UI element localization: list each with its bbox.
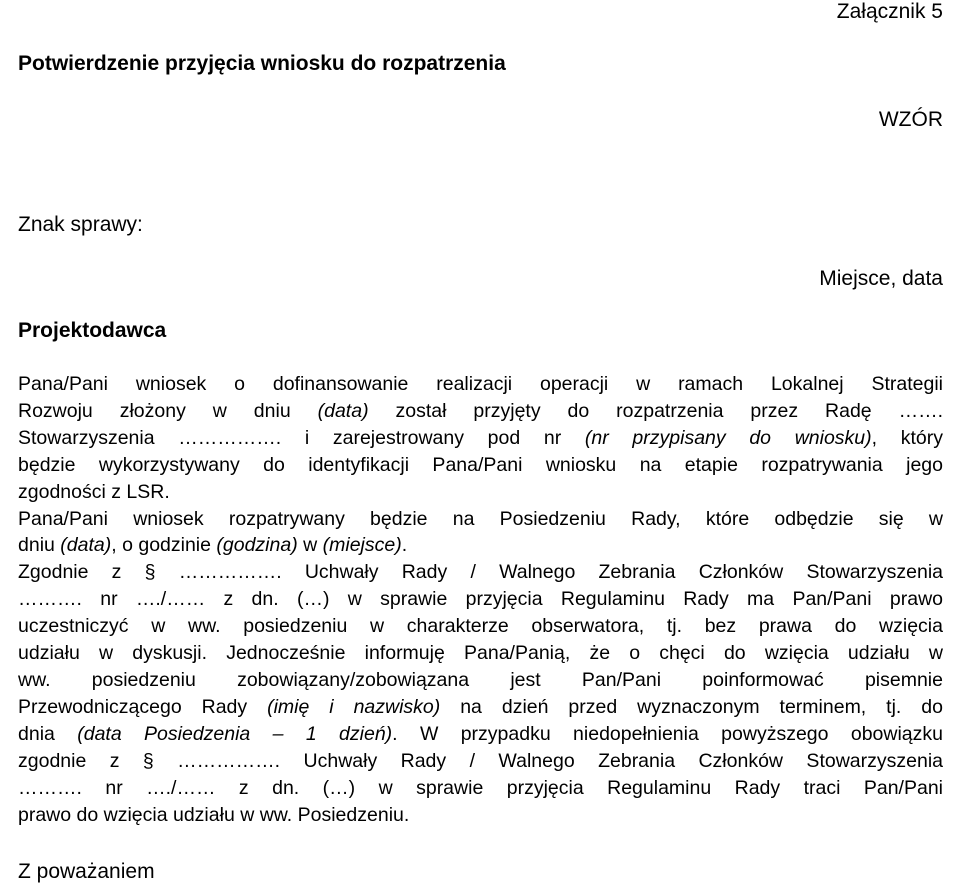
body-line	[18, 532, 943, 559]
text-span: dnia	[18, 722, 78, 745]
text-span: dniu	[18, 534, 61, 557]
placeholder-date: (data)	[60, 534, 112, 557]
body-line: Pana/Pani wniosek rozpatrywany będzie na Posiedzeniu Rady, które odbędzie się w	[18, 507, 943, 530]
body-line	[18, 398, 943, 425]
body-line: ………. nr …./…… z dn. (…) w sprawie przyjęcia Regulaminu Rady ma Pan/Pani prawo	[18, 588, 943, 611]
placeholder-time: (godzina)	[216, 534, 298, 557]
letter-body	[18, 371, 943, 828]
case-reference-label: Znak sprawy:	[18, 213, 143, 236]
paragraph-confirmation	[18, 371, 943, 506]
body-line: ………. nr …./…… z dn. (…) w sprawie przyjęcia Regulaminu Rady traci Pan/Pani	[18, 776, 943, 799]
placeholder-date: (data)	[317, 399, 369, 422]
closing-regards: Z poważaniem	[18, 860, 155, 883]
text-span: , który	[871, 426, 943, 449]
text-span: Rozwoju złożony w dniu	[18, 399, 318, 422]
placeholder-deadline: (data Posiedzenia – 1 dzień)	[77, 722, 393, 745]
body-line	[18, 425, 943, 452]
body-line: prawo do wzięcia udziału w ww. Posiedzeniu.	[18, 803, 410, 826]
body-line	[18, 721, 943, 748]
body-line: Zgodnie z § ……………. Uchwały Rady / Walnego Zebrania Członków Stowarzyszenia	[18, 561, 943, 584]
placeholder-name: (imię i nazwisko)	[267, 695, 441, 718]
body-line: będzie wykorzystywany do identyfikacji Pana/Pani wniosku na etapie rozpatrywania jego	[18, 453, 943, 476]
paragraph-meeting	[18, 506, 943, 829]
body-line: zgodnie z § ……………. Uchwały Rady / Walnego Zebrania Członków Stowarzyszenia	[18, 749, 943, 772]
text-span: . W przypadku niedopełnienia powyższego obowiązku	[392, 722, 943, 745]
text-span: w	[297, 534, 323, 557]
text-span: .	[401, 534, 408, 557]
body-line: udziału w dyskusji. Jednocześnie informuję Pana/Panią, że o chęci do wzięcia udziału w	[18, 642, 943, 665]
body-line: ww. posiedzeniu zobowiązany/zobowiązana jest Pan/Pani poinformować pisemnie	[18, 668, 943, 691]
text-span: został przyjęty do rozpatrzenia przez Radę …….	[368, 399, 944, 422]
text-span: Przewodniczącego Rady	[18, 695, 268, 718]
annex-label: Załącznik 5	[836, 0, 943, 23]
applicant-label: Projektodawca	[18, 319, 167, 342]
placeholder-number: (nr przypisany do wniosku)	[584, 426, 872, 449]
document-title: Potwierdzenie przyjęcia wniosku do rozpatrzenia	[18, 52, 506, 75]
body-line: Pana/Pani wniosek o dofinansowanie realizacji operacji w ramach Lokalnej Strategii	[18, 373, 943, 395]
text-span: , o godzinie	[111, 534, 217, 557]
text-span: Stowarzyszenia ……………. i zarejestrowany pod nr	[18, 426, 585, 449]
body-line: uczestniczyć w ww. posiedzeniu w charakterze obserwatora, tj. bez prawa do wzięcia	[18, 615, 943, 638]
place-date-label: Miejsce, data	[819, 267, 943, 290]
placeholder-place: (miejsce)	[322, 534, 402, 557]
template-mark: WZÓR	[878, 108, 943, 131]
body-line	[18, 694, 943, 721]
body-line: zgodności z LSR.	[18, 480, 170, 503]
text-span: na dzień przed wyznaczonym terminem, tj. do	[440, 695, 943, 718]
